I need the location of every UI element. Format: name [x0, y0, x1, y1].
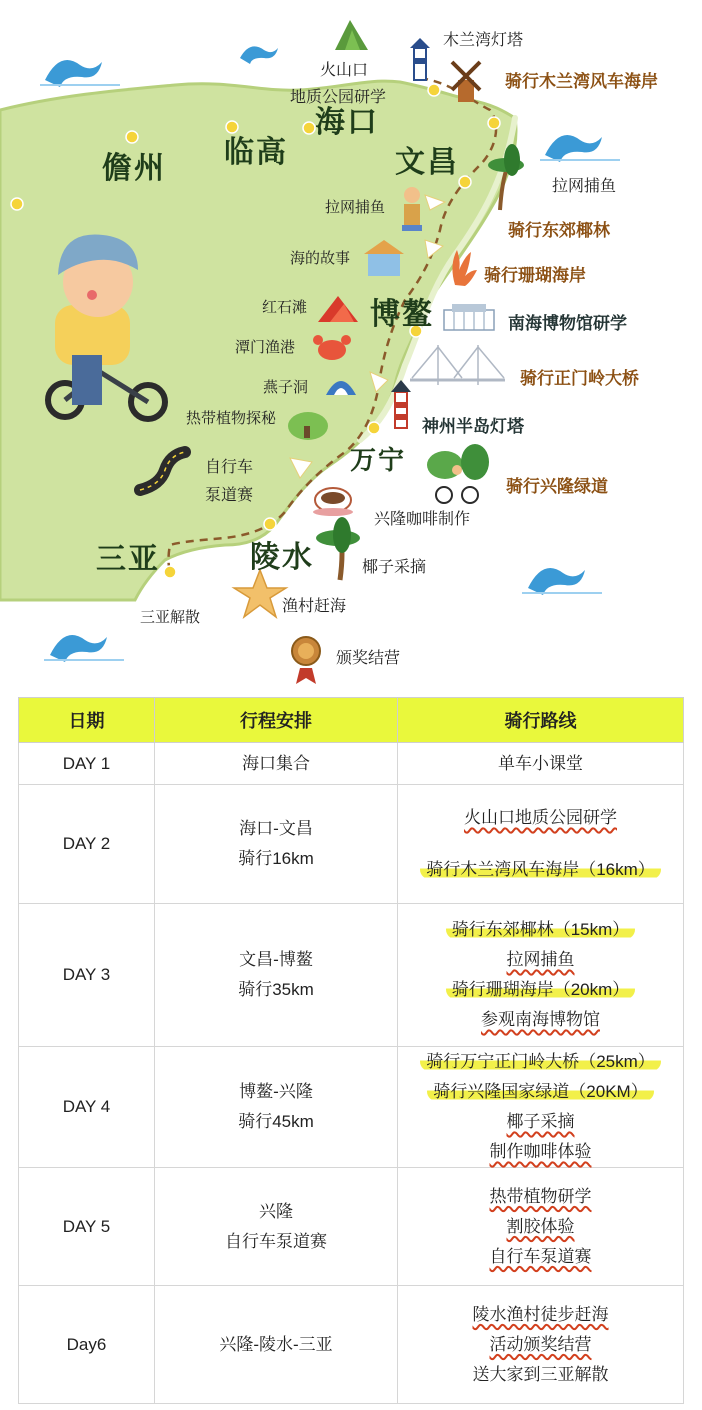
route-item: 热带植物研学 [489, 1186, 592, 1206]
route-cell: 单车小课堂 [398, 743, 684, 785]
route-item: 骑行兴隆国家绿道（20KM） [427, 1082, 653, 1101]
city-sanya: 三亚 [96, 542, 160, 577]
poi-pump-track-2: 泵道赛 [205, 485, 254, 504]
city-lingao: 临高 [224, 135, 288, 170]
poi-coral-coast: 骑行珊瑚海岸 [484, 266, 586, 286]
poi-tanmen: 潭门渔港 [235, 338, 296, 356]
city-wanning: 万宁 [350, 446, 407, 476]
route-item: 参观南海博物馆 [481, 1010, 600, 1029]
table-row [19, 1286, 684, 1404]
table-header-row [19, 698, 684, 743]
starfish-icon [234, 570, 286, 617]
city-boao: 博鳌 [370, 297, 434, 332]
poi-swallow-cave: 燕子洞 [263, 378, 309, 396]
poi-red-beach: 红石滩 [262, 298, 308, 316]
route-item: 骑行珊瑚海岸（20km） [446, 980, 636, 999]
poi-lighthouse-mulan: 木兰湾灯塔 [443, 30, 524, 49]
poi-tropical-botanic: 热带植物探秘 [186, 409, 277, 427]
cyclist-icon [427, 444, 489, 503]
poi-xinglong-greenway: 骑行兴隆绿道 [506, 477, 608, 497]
day-cell: Day6 [19, 1286, 155, 1404]
city-haikou: 海口 [315, 105, 379, 140]
header-plan: 行程安排 [155, 698, 398, 743]
route-cell [398, 1047, 684, 1168]
table-row [19, 743, 684, 785]
poi-fishing-right: 拉网捕鱼 [552, 176, 617, 195]
coral-icon [452, 250, 477, 286]
fisherman-icon [402, 187, 422, 231]
museum-icon [444, 304, 494, 330]
poi-volcano-1: 火山口 [320, 60, 369, 79]
day-cell: DAY 5 [19, 1168, 155, 1286]
lighthouse-icon [410, 38, 430, 80]
city-wenchang: 文昌 [395, 145, 459, 180]
hainan-map [0, 0, 702, 690]
itinerary-table [18, 697, 684, 1404]
city-danzhou: 儋州 [102, 151, 166, 186]
poi-fishing-left: 拉网捕鱼 [325, 198, 386, 216]
volcano-icon [335, 20, 368, 50]
plan-cell: 兴隆-陵水-三亚 [155, 1286, 398, 1404]
city-lingshui: 陵水 [250, 540, 314, 575]
route-item: 活动颁奖结营 [489, 1334, 592, 1354]
bridge-icon [410, 345, 505, 385]
route-item: 陵水渔村徒步赶海 [472, 1304, 609, 1324]
day-cell: DAY 1 [19, 743, 155, 785]
route-item: 骑行木兰湾风车海岸（16km） [420, 860, 661, 879]
route-item: 自行车泵道赛 [489, 1246, 592, 1266]
poi-shenzhou-lighthouse: 神州半岛灯塔 [422, 417, 524, 437]
poi-pump-track-1: 自行车 [205, 457, 254, 476]
route-item: 椰子采摘 [506, 1112, 575, 1131]
poi-award: 颁奖结营 [336, 648, 401, 667]
table-row [19, 904, 684, 1047]
route-item: 拉网捕鱼 [506, 950, 575, 969]
poi-bridge: 骑行正门岭大桥 [520, 369, 639, 389]
header-date: 日期 [19, 698, 155, 743]
table-row [19, 785, 684, 904]
poi-coffee: 兴隆咖啡制作 [374, 509, 471, 528]
table-row [19, 1168, 684, 1286]
route-cell [398, 904, 684, 1047]
medal-icon [292, 637, 320, 684]
poi-sanya-dismiss: 三亚解散 [140, 608, 201, 626]
route-item: 送大家到三亚解散 [472, 1364, 609, 1384]
palm-tree-icon [316, 517, 360, 580]
plan-cell: 兴隆 自行车泵道赛 [155, 1168, 398, 1286]
poi-sea-story: 海的故事 [290, 249, 351, 267]
plan-cell: 文昌-博鳌 骑行35km [155, 904, 398, 1047]
route-item: 割胶体验 [506, 1216, 575, 1236]
day-cell: DAY 2 [19, 785, 155, 904]
plant-icon [288, 412, 328, 440]
day-cell: DAY 4 [19, 1047, 155, 1168]
poi-coconut: 椰子采摘 [362, 557, 427, 576]
plan-cell: 海口-文昌 骑行16km [155, 785, 398, 904]
route-cell [398, 1168, 684, 1286]
route-item: 骑行万宁正门岭大桥（25km） [420, 1052, 661, 1071]
header-route: 骑行路线 [398, 698, 684, 743]
plan-cell: 博鳌-兴隆 骑行45km [155, 1047, 398, 1168]
poi-museum: 南海博物馆研学 [508, 314, 627, 334]
poi-dongjiao: 骑行东郊椰林 [508, 221, 610, 241]
poi-windmill-coast: 骑行木兰湾风车海岸 [505, 72, 658, 92]
route-item: 火山口地质公园研学 [464, 808, 617, 827]
poi-fishing-village: 渔村赶海 [282, 596, 347, 615]
day-cell: DAY 3 [19, 904, 155, 1047]
route-item: 骑行东郊椰林（15km） [446, 920, 636, 939]
route-item: 制作咖啡体验 [489, 1142, 592, 1161]
poi-volcano-2: 地质公园研学 [290, 87, 387, 106]
route-cell [398, 1286, 684, 1404]
table-row [19, 1047, 684, 1168]
plan-cell: 海口集合 [155, 743, 398, 785]
route-cell [398, 785, 684, 904]
coffee-cup-icon [313, 488, 353, 516]
